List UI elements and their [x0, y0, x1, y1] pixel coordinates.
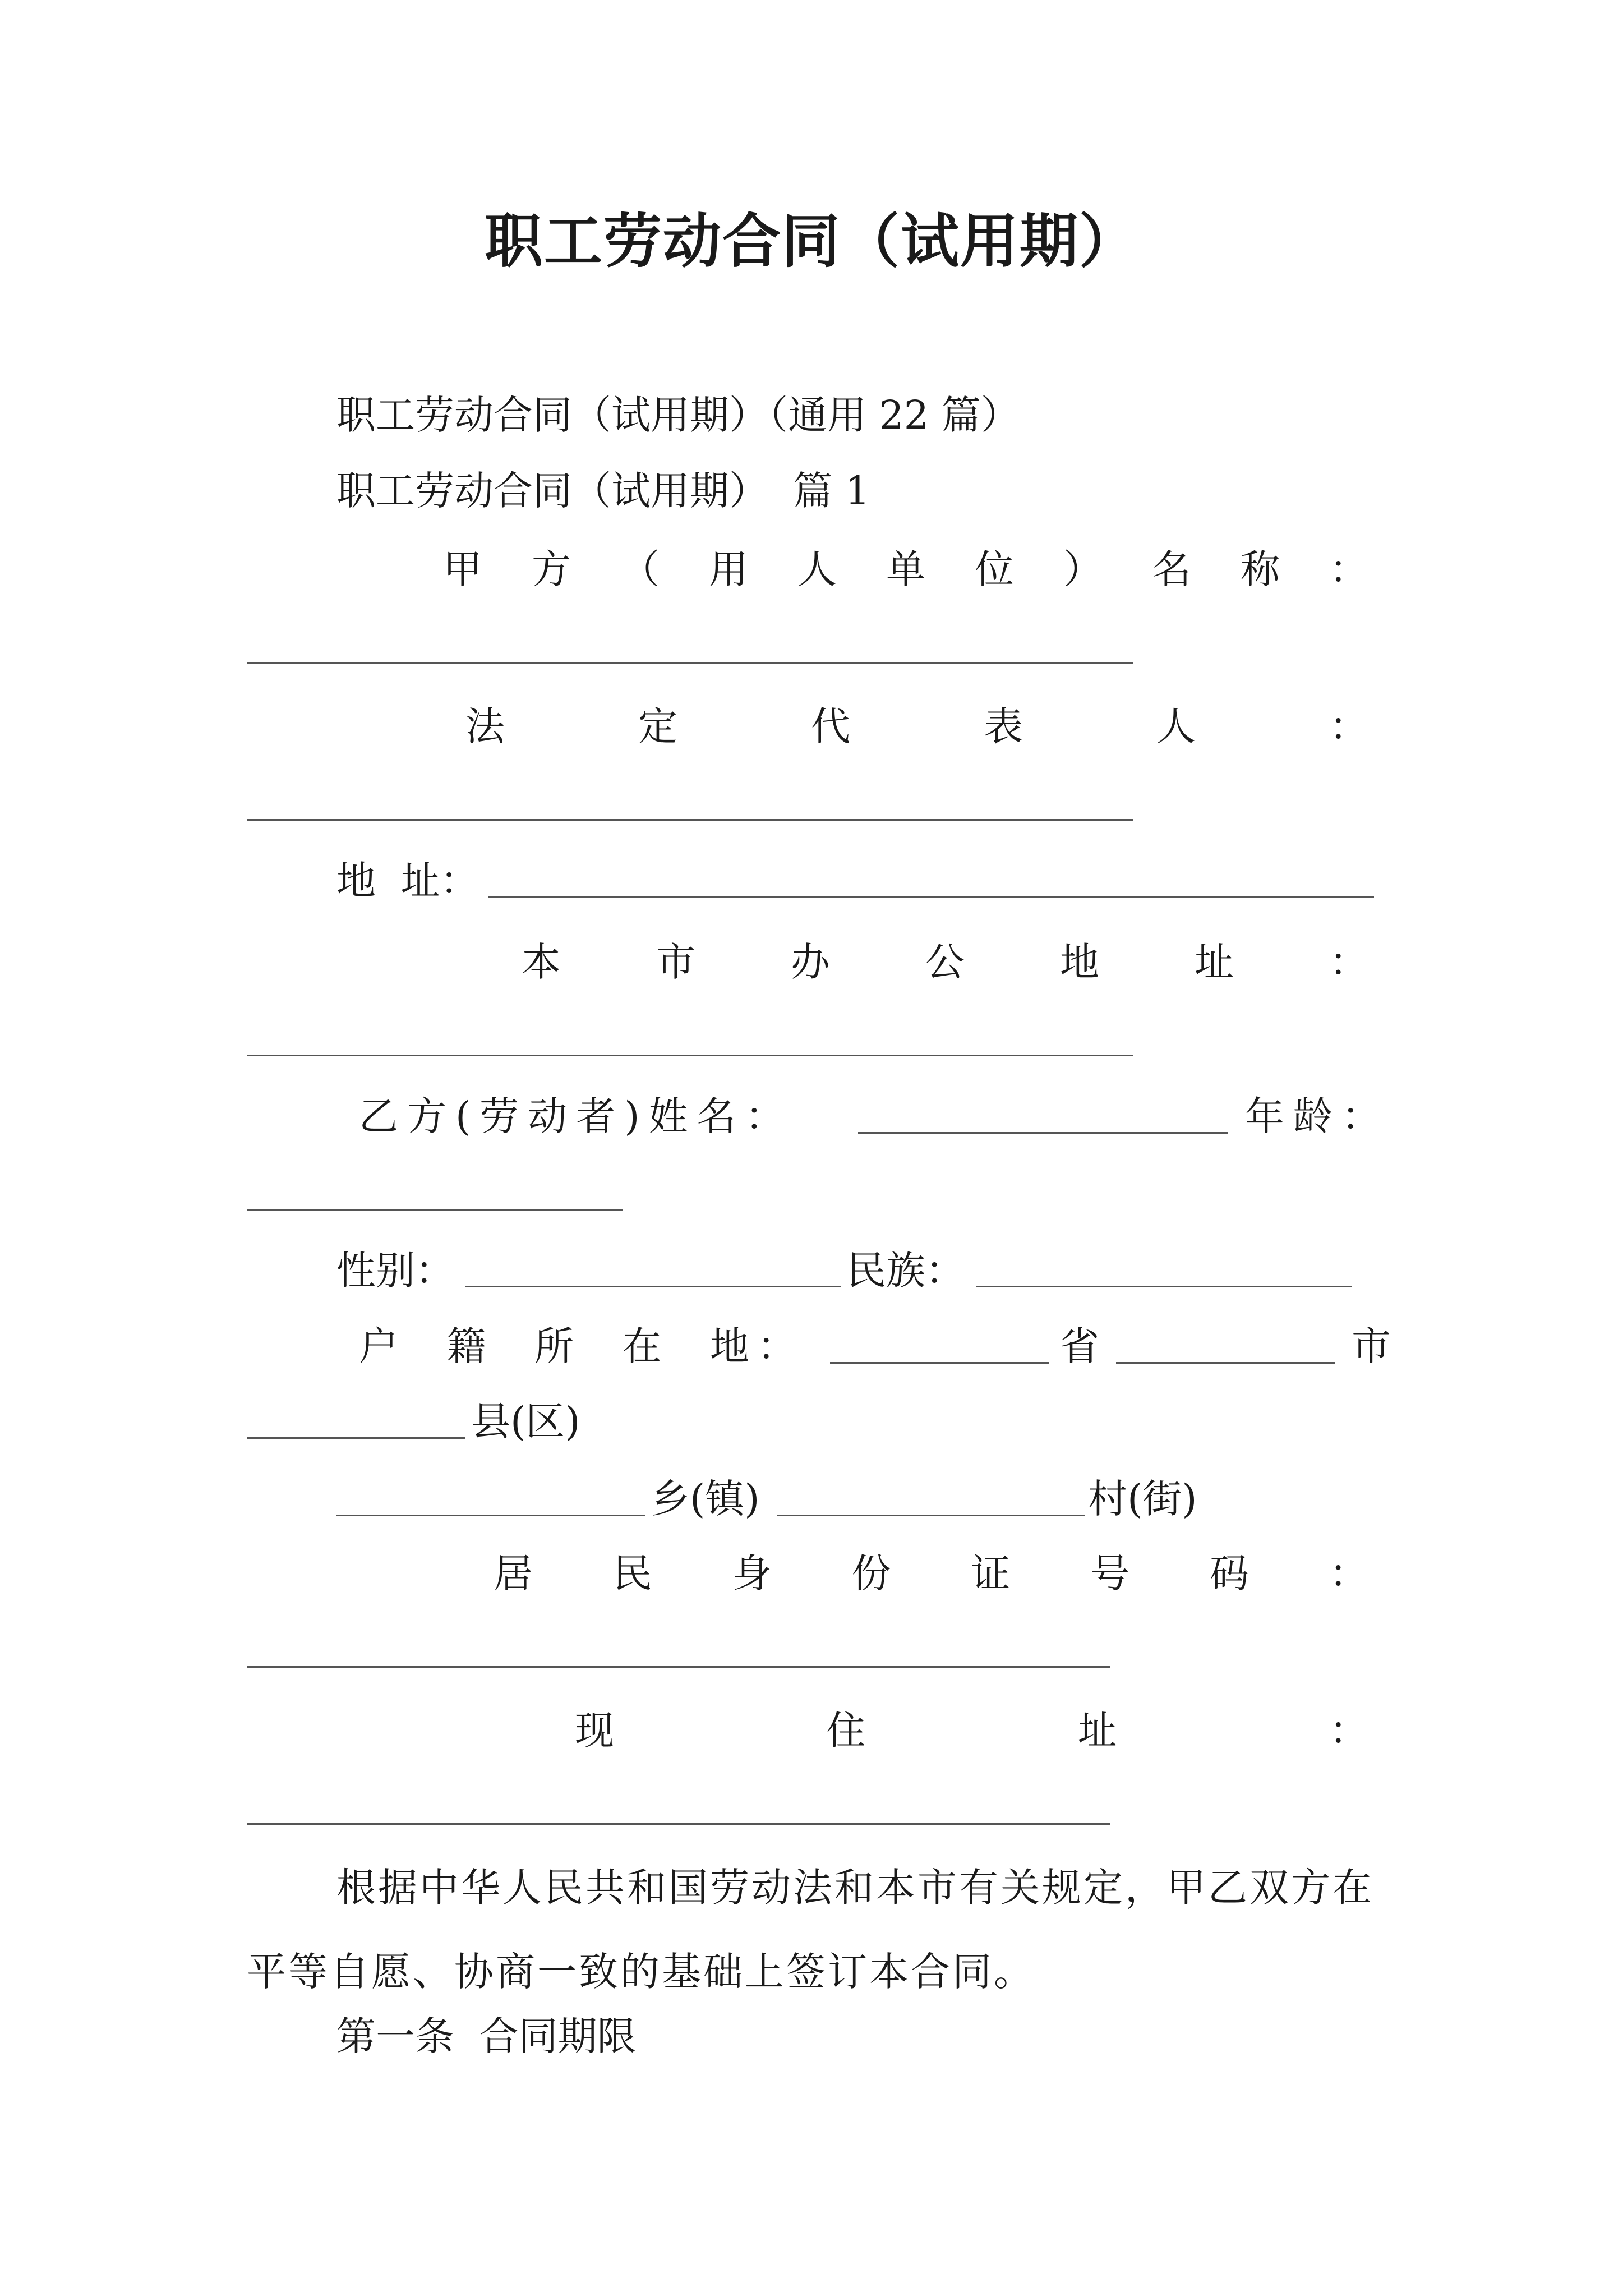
province-label: 省: [1060, 1323, 1099, 1369]
legal-rep-label-char: ：: [1329, 703, 1368, 749]
address-label: 地 址：: [336, 858, 479, 904]
age-label: 年龄：: [1245, 1093, 1390, 1139]
county-label: 县(区): [471, 1398, 580, 1444]
id-number-label-char: 民: [612, 1550, 652, 1596]
id-number-label-char: 号: [1090, 1550, 1130, 1596]
residence-blank[interactable]: [247, 1823, 1110, 1825]
residence-label-char: ：: [1329, 1708, 1368, 1754]
local-office-label-char: 址: [1195, 939, 1234, 985]
party-a-name-label-char: ）: [1063, 546, 1103, 592]
local-office-label-char: 公: [925, 939, 965, 985]
gender-label: 性别：: [336, 1248, 454, 1294]
legal-rep-blank[interactable]: [247, 819, 1133, 821]
party-a-name-label-char: （: [620, 546, 660, 592]
party-a-name-label-char: 用: [709, 546, 748, 592]
party-a-name-label-char: ：: [1329, 546, 1368, 592]
id-number-label-char: 码: [1210, 1550, 1249, 1596]
party-a-name-label: [443, 541, 1368, 597]
document-title: 职工劳动合同（试用期）: [484, 206, 1138, 275]
id-number-label: [494, 1545, 1368, 1602]
local-office-label-char: ：: [1329, 939, 1368, 985]
ethnicity-label: 民族：: [847, 1248, 965, 1294]
household-label: 户 籍 所 在 地：: [359, 1323, 805, 1369]
party-a-name-label-char: 单: [886, 546, 925, 592]
local-office-label: [522, 934, 1368, 990]
document-subtitle: 职工劳动合同（试用期）（通用 22 篇）: [336, 392, 1020, 438]
party-a-name-label-char: 名: [1152, 546, 1191, 592]
local-office-label-char: 地: [1060, 939, 1099, 985]
gender-blank[interactable]: [465, 1286, 841, 1287]
party-a-name-label-char: 称: [1241, 546, 1280, 592]
age-blank[interactable]: [247, 1209, 623, 1211]
local-office-label-char: 办: [791, 939, 830, 985]
city-blank[interactable]: [1116, 1362, 1335, 1364]
id-number-label-char: 证: [971, 1550, 1011, 1596]
county-blank[interactable]: [247, 1437, 465, 1439]
city-label: 市: [1352, 1323, 1391, 1369]
residence-label-char: 住: [826, 1708, 866, 1754]
legal-rep-label-char: 法: [465, 703, 505, 749]
province-blank[interactable]: [830, 1362, 1049, 1364]
township-blank[interactable]: [336, 1515, 645, 1516]
legal-rep-label: [465, 698, 1368, 754]
party-a-name-blank[interactable]: [247, 662, 1133, 664]
article-1-heading: 第一条 合同期限: [336, 2013, 637, 2059]
ethnicity-blank[interactable]: [976, 1286, 1352, 1287]
id-number-label-char: 身: [732, 1550, 772, 1596]
local-office-label-char: 市: [656, 939, 695, 985]
local-office-blank[interactable]: [247, 1055, 1133, 1056]
local-office-label-char: 本: [522, 939, 561, 985]
village-blank[interactable]: [777, 1515, 1085, 1516]
body-paragraph: 根据中华人民共和国劳动法和本市有关规定，甲乙双方在平等自愿、协商一致的基础上签订本合同。: [247, 1865, 1374, 1995]
party-b-name-blank[interactable]: [858, 1132, 1228, 1134]
party-a-name-label-char: 位: [975, 546, 1014, 592]
section-heading: 职工劳动合同（试用期） 篇 1: [336, 468, 870, 514]
village-label: 村(街): [1088, 1476, 1197, 1522]
township-label: 乡(镇): [651, 1476, 760, 1522]
residence-label-char: 址: [1077, 1708, 1117, 1754]
id-number-label-char: ：: [1329, 1550, 1368, 1596]
party-a-name-label-char: 方: [532, 546, 571, 592]
legal-rep-label-char: 代: [811, 703, 850, 749]
residence-label: [575, 1703, 1368, 1759]
address-blank[interactable]: [488, 896, 1374, 898]
residence-label-char: 现: [575, 1708, 614, 1754]
legal-rep-label-char: 表: [984, 703, 1023, 749]
legal-rep-label-char: 人: [1156, 703, 1196, 749]
legal-rep-label-char: 定: [638, 703, 677, 749]
id-number-label-char: 份: [851, 1550, 891, 1596]
id-number-label-char: 居: [494, 1550, 533, 1596]
party-a-name-label-char: 人: [797, 546, 837, 592]
id-number-blank[interactable]: [247, 1666, 1110, 1668]
party-b-name-label: 乙方(劳动者)姓名：: [359, 1093, 794, 1139]
party-a-name-label-char: 甲: [443, 546, 482, 592]
